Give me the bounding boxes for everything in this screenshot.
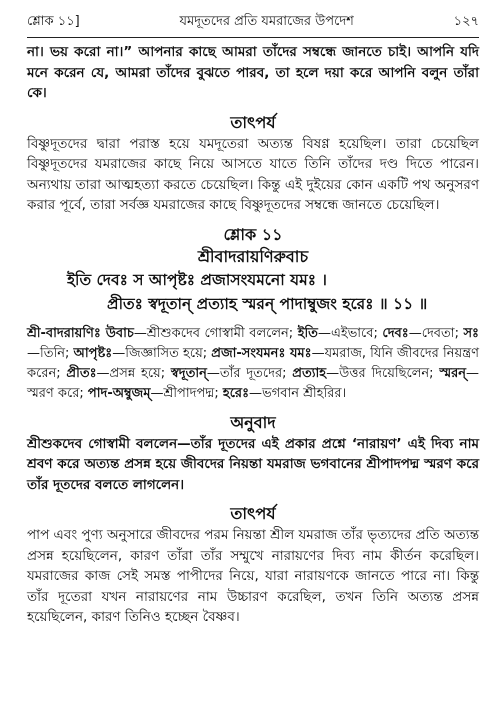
intro-paragraph: না। ভয় করো না।” আপনার কাছে আমরা তাঁদের সম্বন্ধে জানতে চাই। আপনি যদি মনে করেন যে, আমরা তাঁদের বুঝতে পারব, তা হলে দয়া করে আপনি বলুন তাঁরা কে। [27, 44, 479, 101]
translation-heading: অনুবাদ [230, 412, 276, 432]
page-number: ১২৭ [453, 14, 479, 29]
verse-line-2: প্রীতঃ স্বদূতান্ প্রত্যাহ স্মরন্ পাদাম্বুজং হরেঃ ॥ ১১ ॥ [107, 294, 428, 313]
synonym-meaning: শ্রীশুকদেব গোস্বামী বললেন; [146, 325, 298, 341]
header-chapter-title: যমদূতদের প্রতি যমরাজের উপদেশ [179, 14, 354, 29]
synonym-meaning: এইভাবে; [330, 325, 383, 341]
synonym-meaning: প্রসন্ন হয়ে; [109, 365, 171, 381]
synonym-meaning: স্মরণ করে; [27, 385, 88, 401]
synonym-term: প্রীতঃ [66, 365, 97, 381]
purport-paragraph-1: বিষ্ণুদূতদের দ্বারা পরাস্ত হয়ে যমদূতেরা অত্যন্ত বিষণ্ণ হয়েছিল। তারা চেয়েছিল বিষ্ণুদূতদের যমরাজের কাছে নিয়ে আসতে যাতে তিনি তাঁদের দণ্ড দিতে পারেন। অন্যথায় তারা আত্মহত্যা করতে চেয়েছিল। কিন্তু এই দুইয়ের কোন একটি পথ অনুসরণ করার পূর্বে, তারা সর্বজ্ঞ যমরাজের কাছে বিষ্ণুদূতদের সম্বন্ধে জানতে চেয়েছিল। [27, 135, 479, 213]
synonym-meaning: তাঁর দূতদের; [219, 365, 293, 381]
synonym-term: স্মরন্ [439, 365, 467, 381]
synonym-term: হরেঃ [222, 385, 250, 401]
synonyms-paragraph: শ্রী-বাদরায়ণিঃ উবাচ—শ্রীশুকদেব গোস্বামী বললেন; ইতি—এইভাবে; দেবঃ—দেবতা; সঃ—তিনি; আপৃষ্টঃ—জিজ্ঞাসিত হয়ে; প্রজা-সংযমনঃ যমঃ—যমরাজ, যিনি জীবদের নিয়ন্ত্রণ করেন; প্রীতঃ—প্রসন্ন হয়ে; স্বদূতান্—তাঁর দূতদের; প্রত্যাহ—উত্তর দিয়েছিলেন; স্মরন্—স্মরণ করে; পাদ-অম্বুজম্—শ্রীপাদপদ্ম; হরেঃ—ভগবান শ্রীহরির। [27, 325, 480, 401]
synonym-meaning: উত্তর দিয়েছিলেন; [339, 365, 440, 381]
running-header [27, 0, 479, 38]
translation-paragraph: শ্রীশুকদেব গোস্বামী বললেন—তাঁর দূতদের এই প্রকার প্রশ্নে ‘নারায়ণ’ এই দিব্য নাম শ্রবণ করে অত্যন্ত প্রসন্ন হয়ে জীবদের নিয়ন্তা যমরাজ ভগবানের শ্রীপাদপদ্ম স্মরণ করে তাঁর দূতদের বলতে লাগলেন। [27, 435, 479, 493]
synonym-meaning: যমরাজ, যিনি জীবদের নিয়ন্ত্রণ করেন; [27, 345, 480, 381]
synonym-term: আপৃষ্টঃ [73, 345, 113, 361]
synonym-meaning: ভগবান শ্রীহরির। [262, 385, 347, 401]
purport-heading-1: তাৎপর্য [230, 112, 276, 132]
verse-line-1: ইতি দেবঃ স আপৃষ্টঃ প্রজাসংযমনো যমঃ । [67, 270, 327, 289]
purport-paragraph-2: পাপ এবং পুণ্য অনুসারে জীবদের পরম নিয়ন্তা শ্রীল যমরাজ তাঁর ভৃত্যদের প্রতি অত্যন্ত প্রসন্ন হয়েছিলেন, কারণ তাঁরা তাঁর সম্মুখে নারায়ণের দিব্য নাম কীর্তন করেছিল। যমরাজের কাজ সেই সমস্ত পাপীদের নিয়ে, যারা নারায়ণকে জানতে পারে না। কিন্তু তাঁর দূতেরা যখন নারায়ণের নাম উচ্চারণ করেছিল, তখন তিনি অত্যন্ত প্রসন্ন হয়েছিলেন, কারণ তিনিও হচ্ছেন বৈষ্ণব। [27, 527, 480, 625]
purport-heading-2: তাৎপর্য [230, 504, 276, 523]
synonym-meaning: তিনি; [40, 345, 74, 361]
synonym-term: প্রত্যাহ [292, 365, 327, 381]
verse-speaker: শ্রীবাদরায়ণিরুবাচ [197, 246, 309, 266]
synonym-meaning: শ্রীপাদপদ্ম; [163, 385, 223, 401]
synonym-term: সঃ [463, 325, 479, 341]
synonym-term: প্রজা-সংযমনঃ যমঃ [211, 345, 312, 361]
synonym-meaning: দেবতা; [421, 325, 464, 341]
header-verse-ref: শ্লোক ১১] [27, 14, 80, 29]
synonym-meaning: জিজ্ঞাসিত হয়ে; [125, 345, 212, 361]
synonym-term: দেবঃ [382, 325, 409, 341]
verse-number: শ্লোক ১১ [223, 224, 283, 244]
synonym-term: পাদ-অম্বুজম্ [87, 385, 151, 401]
synonym-term: শ্রী-বাদরায়ণিঃ উবাচ [27, 325, 134, 341]
synonym-term: ইতি [297, 325, 318, 341]
synonym-term: স্বদূতান্ [170, 365, 207, 381]
